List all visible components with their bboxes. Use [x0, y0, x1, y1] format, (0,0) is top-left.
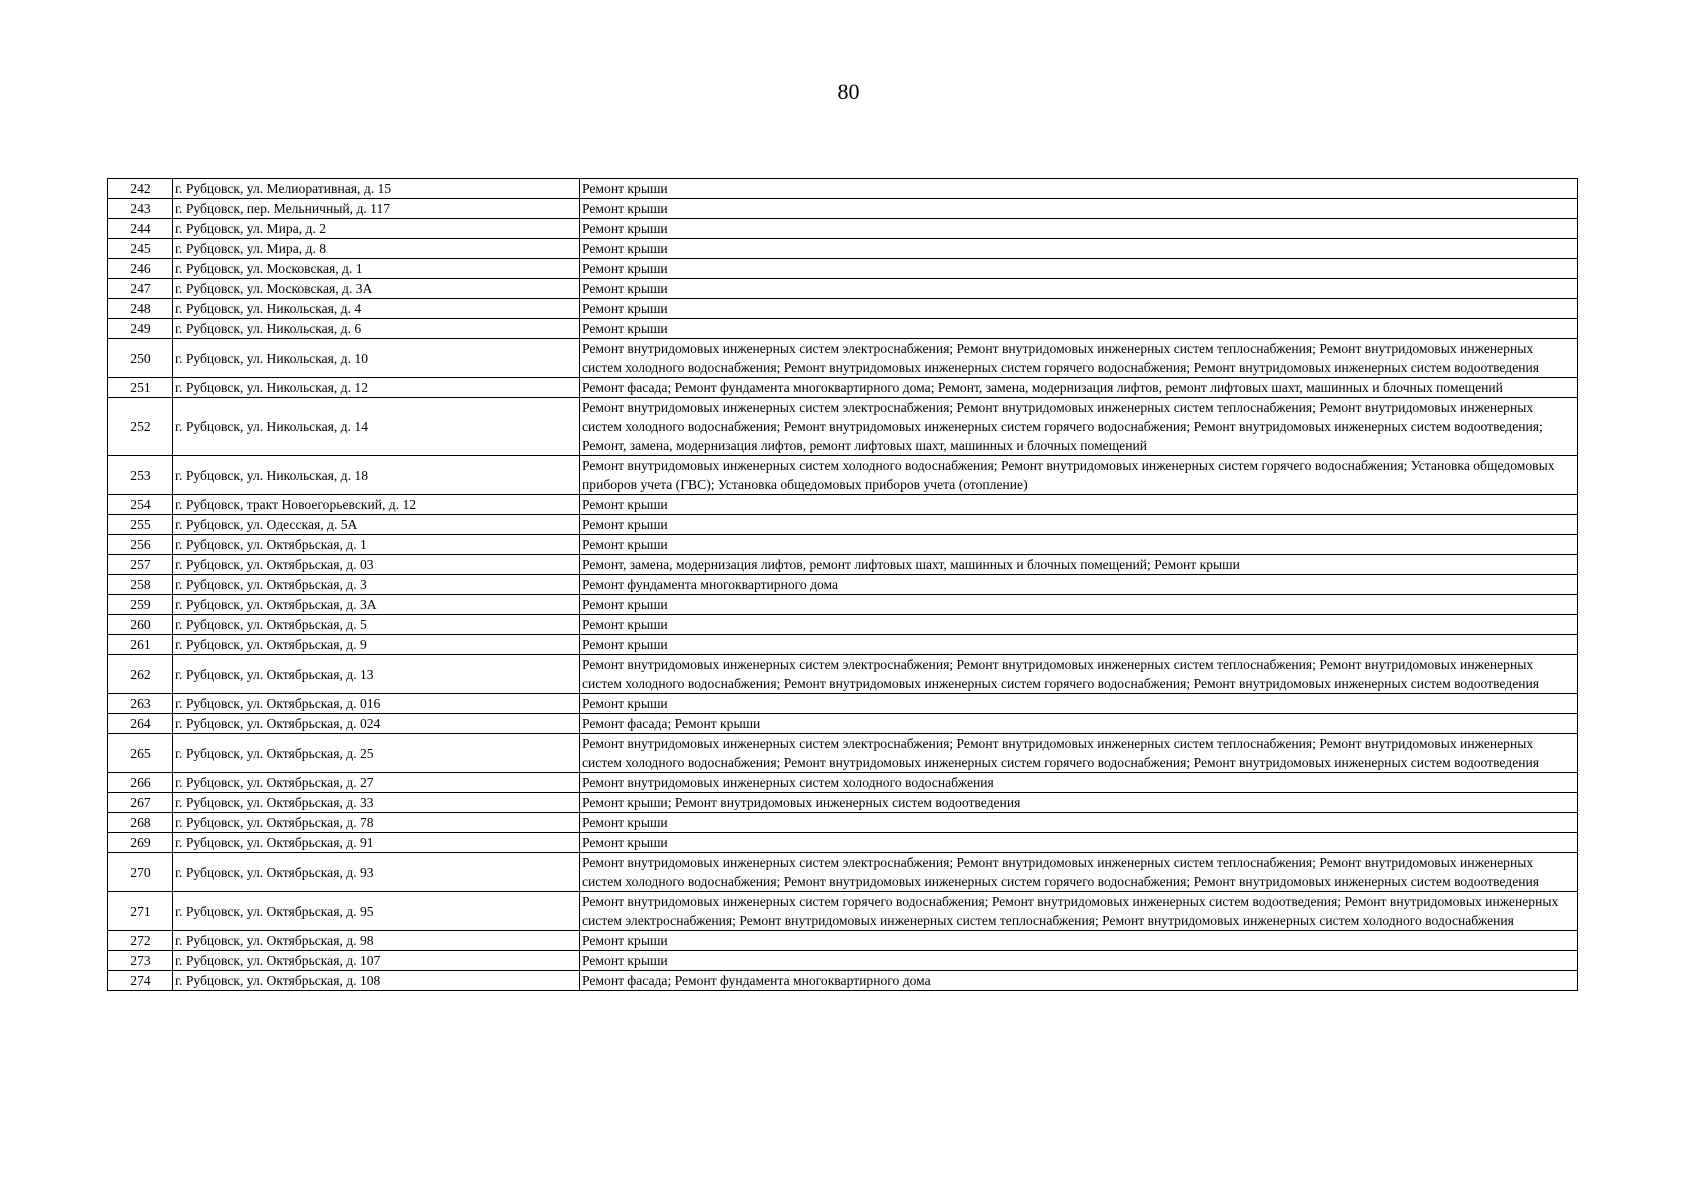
address-cell: г. Рубцовск, ул. Октябрьская, д. 91 — [173, 833, 580, 853]
works-cell: Ремонт внутридомовых инженерных систем электроснабжения; Ремонт внутридомовых инженерных систем теплоснабжения; Ремонт внутридомовых инженерных систем холодного водоснабжения; Ремонт внутридомовых инженерных систем горячего водоснабжения; Ремонт внутридомовых инженерных систем водоотведения — [580, 734, 1578, 773]
table-row — [108, 813, 1578, 833]
address-cell: г. Рубцовск, ул. Никольская, д. 14 — [173, 398, 580, 456]
row-number-cell: 258 — [108, 575, 173, 595]
works-cell: Ремонт фасада; Ремонт крыши — [580, 714, 1578, 734]
row-number-cell: 268 — [108, 813, 173, 833]
capital-repair-table — [107, 178, 1578, 991]
works-cell: Ремонт фасада; Ремонт фундамента многоквартирного дома — [580, 971, 1578, 991]
address-cell: г. Рубцовск, ул. Никольская, д. 4 — [173, 299, 580, 319]
address-cell: г. Рубцовск, ул. Октябрьская, д. 03 — [173, 555, 580, 575]
row-number-cell: 273 — [108, 951, 173, 971]
address-cell: г. Рубцовск, ул. Октябрьская, д. 13 — [173, 655, 580, 694]
table-row — [108, 339, 1578, 378]
table-row — [108, 515, 1578, 535]
works-cell: Ремонт, замена, модернизация лифтов, ремонт лифтовых шахт, машинных и блочных помещений; Ремонт крыши — [580, 555, 1578, 575]
row-number-cell: 248 — [108, 299, 173, 319]
works-cell: Ремонт внутридомовых инженерных систем холодного водоснабжения — [580, 773, 1578, 793]
address-cell: г. Рубцовск, ул. Октябрьская, д. 1 — [173, 535, 580, 555]
row-number-cell: 274 — [108, 971, 173, 991]
works-cell: Ремонт крыши — [580, 199, 1578, 219]
table-row — [108, 319, 1578, 339]
table-row — [108, 575, 1578, 595]
works-cell: Ремонт крыши — [580, 319, 1578, 339]
address-cell: г. Рубцовск, ул. Октябрьская, д. 9 — [173, 635, 580, 655]
works-cell: Ремонт крыши — [580, 219, 1578, 239]
works-cell: Ремонт внутридомовых инженерных систем холодного водоснабжения; Ремонт внутридомовых инженерных систем горячего водоснабжения; Установка общедомовых приборов учета (ГВС); Установка общедомовых приборов учета (отопление) — [580, 456, 1578, 495]
address-cell: г. Рубцовск, пер. Мельничный, д. 117 — [173, 199, 580, 219]
works-cell: Ремонт крыши — [580, 279, 1578, 299]
works-cell: Ремонт крыши — [580, 833, 1578, 853]
address-cell: г. Рубцовск, ул. Октябрьская, д. 016 — [173, 694, 580, 714]
address-cell: г. Рубцовск, ул. Октябрьская, д. 25 — [173, 734, 580, 773]
row-number-cell: 246 — [108, 259, 173, 279]
table-row — [108, 199, 1578, 219]
address-cell: г. Рубцовск, ул. Октябрьская, д. 27 — [173, 773, 580, 793]
works-cell: Ремонт крыши — [580, 931, 1578, 951]
works-cell: Ремонт фасада; Ремонт фундамента многоквартирного дома; Ремонт, замена, модернизация лифтов, ремонт лифтовых шахт, машинных и блочных помещений — [580, 378, 1578, 398]
row-number-cell: 254 — [108, 495, 173, 515]
table-row — [108, 495, 1578, 515]
row-number-cell: 242 — [108, 179, 173, 199]
works-cell: Ремонт крыши; Ремонт внутридомовых инженерных систем водоотведения — [580, 793, 1578, 813]
table-row — [108, 793, 1578, 813]
row-number-cell: 243 — [108, 199, 173, 219]
address-cell: г. Рубцовск, ул. Октябрьская, д. 5 — [173, 615, 580, 635]
table-row — [108, 853, 1578, 892]
works-cell: Ремонт внутридомовых инженерных систем электроснабжения; Ремонт внутридомовых инженерных систем теплоснабжения; Ремонт внутридомовых инженерных систем холодного водоснабжения; Ремонт внутридомовых инженерных систем горячего водоснабжения; Ремонт внутридомовых инженерных систем водоотведения — [580, 853, 1578, 892]
row-number-cell: 247 — [108, 279, 173, 299]
address-cell: г. Рубцовск, ул. Октябрьская, д. 024 — [173, 714, 580, 734]
table-body — [108, 179, 1578, 991]
table-row — [108, 694, 1578, 714]
table-row — [108, 615, 1578, 635]
row-number-cell: 245 — [108, 239, 173, 259]
row-number-cell: 272 — [108, 931, 173, 951]
address-cell: г. Рубцовск, ул. Мира, д. 8 — [173, 239, 580, 259]
row-number-cell: 266 — [108, 773, 173, 793]
works-cell: Ремонт крыши — [580, 615, 1578, 635]
table-row — [108, 734, 1578, 773]
row-number-cell: 270 — [108, 853, 173, 892]
table-row — [108, 635, 1578, 655]
works-cell: Ремонт крыши — [580, 259, 1578, 279]
works-cell: Ремонт крыши — [580, 239, 1578, 259]
table-row — [108, 655, 1578, 694]
table-row — [108, 219, 1578, 239]
row-number-cell: 253 — [108, 456, 173, 495]
address-cell: г. Рубцовск, ул. Октябрьская, д. 3 — [173, 575, 580, 595]
page-number: 80 — [837, 79, 860, 104]
table-row — [108, 951, 1578, 971]
address-cell: г. Рубцовск, ул. Октябрьская, д. 93 — [173, 853, 580, 892]
works-cell: Ремонт крыши — [580, 535, 1578, 555]
address-cell: г. Рубцовск, ул. Мира, д. 2 — [173, 219, 580, 239]
works-cell: Ремонт крыши — [580, 495, 1578, 515]
table-row — [108, 892, 1578, 931]
table-row — [108, 378, 1578, 398]
works-cell: Ремонт крыши — [580, 813, 1578, 833]
row-number-cell: 265 — [108, 734, 173, 773]
address-cell: г. Рубцовск, ул. Октябрьская, д. 78 — [173, 813, 580, 833]
row-number-cell: 269 — [108, 833, 173, 853]
table-row — [108, 179, 1578, 199]
table-row — [108, 456, 1578, 495]
row-number-cell: 255 — [108, 515, 173, 535]
address-cell: г. Рубцовск, ул. Никольская, д. 12 — [173, 378, 580, 398]
works-cell: Ремонт внутридомовых инженерных систем электроснабжения; Ремонт внутридомовых инженерных систем теплоснабжения; Ремонт внутридомовых инженерных систем холодного водоснабжения; Ремонт внутридомовых инженерных систем горячего водоснабжения; Ремонт внутридомовых инженерных систем водоотведения — [580, 339, 1578, 378]
row-number-cell: 256 — [108, 535, 173, 555]
table-row — [108, 773, 1578, 793]
row-number-cell: 262 — [108, 655, 173, 694]
works-cell: Ремонт крыши — [580, 595, 1578, 615]
row-number-cell: 264 — [108, 714, 173, 734]
works-cell: Ремонт внутридомовых инженерных систем горячего водоснабжения; Ремонт внутридомовых инженерных систем водоотведения; Ремонт внутридомовых инженерных систем электроснабжения; Ремонт внутридомовых инженерных систем теплоснабжения; Ремонт внутридомовых инженерных систем холодного водоснабжения — [580, 892, 1578, 931]
address-cell: г. Рубцовск, тракт Новоегорьевский, д. 12 — [173, 495, 580, 515]
address-cell: г. Рубцовск, ул. Никольская, д. 18 — [173, 456, 580, 495]
table-row — [108, 239, 1578, 259]
address-cell: г. Рубцовск, ул. Московская, д. 1 — [173, 259, 580, 279]
row-number-cell: 267 — [108, 793, 173, 813]
works-cell: Ремонт внутридомовых инженерных систем электроснабжения; Ремонт внутридомовых инженерных систем теплоснабжения; Ремонт внутридомовых инженерных систем холодного водоснабжения; Ремонт внутридомовых инженерных систем горячего водоснабжения; Ремонт внутридомовых инженерных систем водоотведения; Ремонт, замена, модернизация лифтов, ремонт лифтовых шахт, машинных и блочных помещений — [580, 398, 1578, 456]
address-cell: г. Рубцовск, ул. Никольская, д. 6 — [173, 319, 580, 339]
table-row — [108, 931, 1578, 951]
table-row — [108, 535, 1578, 555]
address-cell: г. Рубцовск, ул. Октябрьская, д. 107 — [173, 951, 580, 971]
works-cell: Ремонт крыши — [580, 515, 1578, 535]
works-cell: Ремонт крыши — [580, 951, 1578, 971]
table-row — [108, 279, 1578, 299]
row-number-cell: 249 — [108, 319, 173, 339]
works-cell: Ремонт крыши — [580, 635, 1578, 655]
row-number-cell: 260 — [108, 615, 173, 635]
row-number-cell: 259 — [108, 595, 173, 615]
row-number-cell: 252 — [108, 398, 173, 456]
row-number-cell: 261 — [108, 635, 173, 655]
address-cell: г. Рубцовск, ул. Октябрьская, д. 108 — [173, 971, 580, 991]
works-cell: Ремонт внутридомовых инженерных систем электроснабжения; Ремонт внутридомовых инженерных систем теплоснабжения; Ремонт внутридомовых инженерных систем холодного водоснабжения; Ремонт внутридомовых инженерных систем горячего водоснабжения; Ремонт внутридомовых инженерных систем водоотведения — [580, 655, 1578, 694]
table-row — [108, 714, 1578, 734]
row-number-cell: 263 — [108, 694, 173, 714]
works-cell: Ремонт крыши — [580, 179, 1578, 199]
row-number-cell: 251 — [108, 378, 173, 398]
table-row — [108, 833, 1578, 853]
table-row — [108, 971, 1578, 991]
table-row — [108, 259, 1578, 279]
address-cell: г. Рубцовск, ул. Октябрьская, д. 98 — [173, 931, 580, 951]
table-row — [108, 299, 1578, 319]
row-number-cell: 250 — [108, 339, 173, 378]
table-row — [108, 398, 1578, 456]
row-number-cell: 244 — [108, 219, 173, 239]
works-cell: Ремонт крыши — [580, 694, 1578, 714]
address-cell: г. Рубцовск, ул. Одесская, д. 5А — [173, 515, 580, 535]
table-row — [108, 595, 1578, 615]
address-cell: г. Рубцовск, ул. Московская, д. 3А — [173, 279, 580, 299]
row-number-cell: 257 — [108, 555, 173, 575]
address-cell: г. Рубцовск, ул. Никольская, д. 10 — [173, 339, 580, 378]
works-cell: Ремонт фундамента многоквартирного дома — [580, 575, 1578, 595]
address-cell: г. Рубцовск, ул. Мелиоративная, д. 15 — [173, 179, 580, 199]
address-cell: г. Рубцовск, ул. Октябрьская, д. 33 — [173, 793, 580, 813]
row-number-cell: 271 — [108, 892, 173, 931]
address-cell: г. Рубцовск, ул. Октябрьская, д. 95 — [173, 892, 580, 931]
address-cell: г. Рубцовск, ул. Октябрьская, д. 3А — [173, 595, 580, 615]
table-row — [108, 555, 1578, 575]
works-cell: Ремонт крыши — [580, 299, 1578, 319]
